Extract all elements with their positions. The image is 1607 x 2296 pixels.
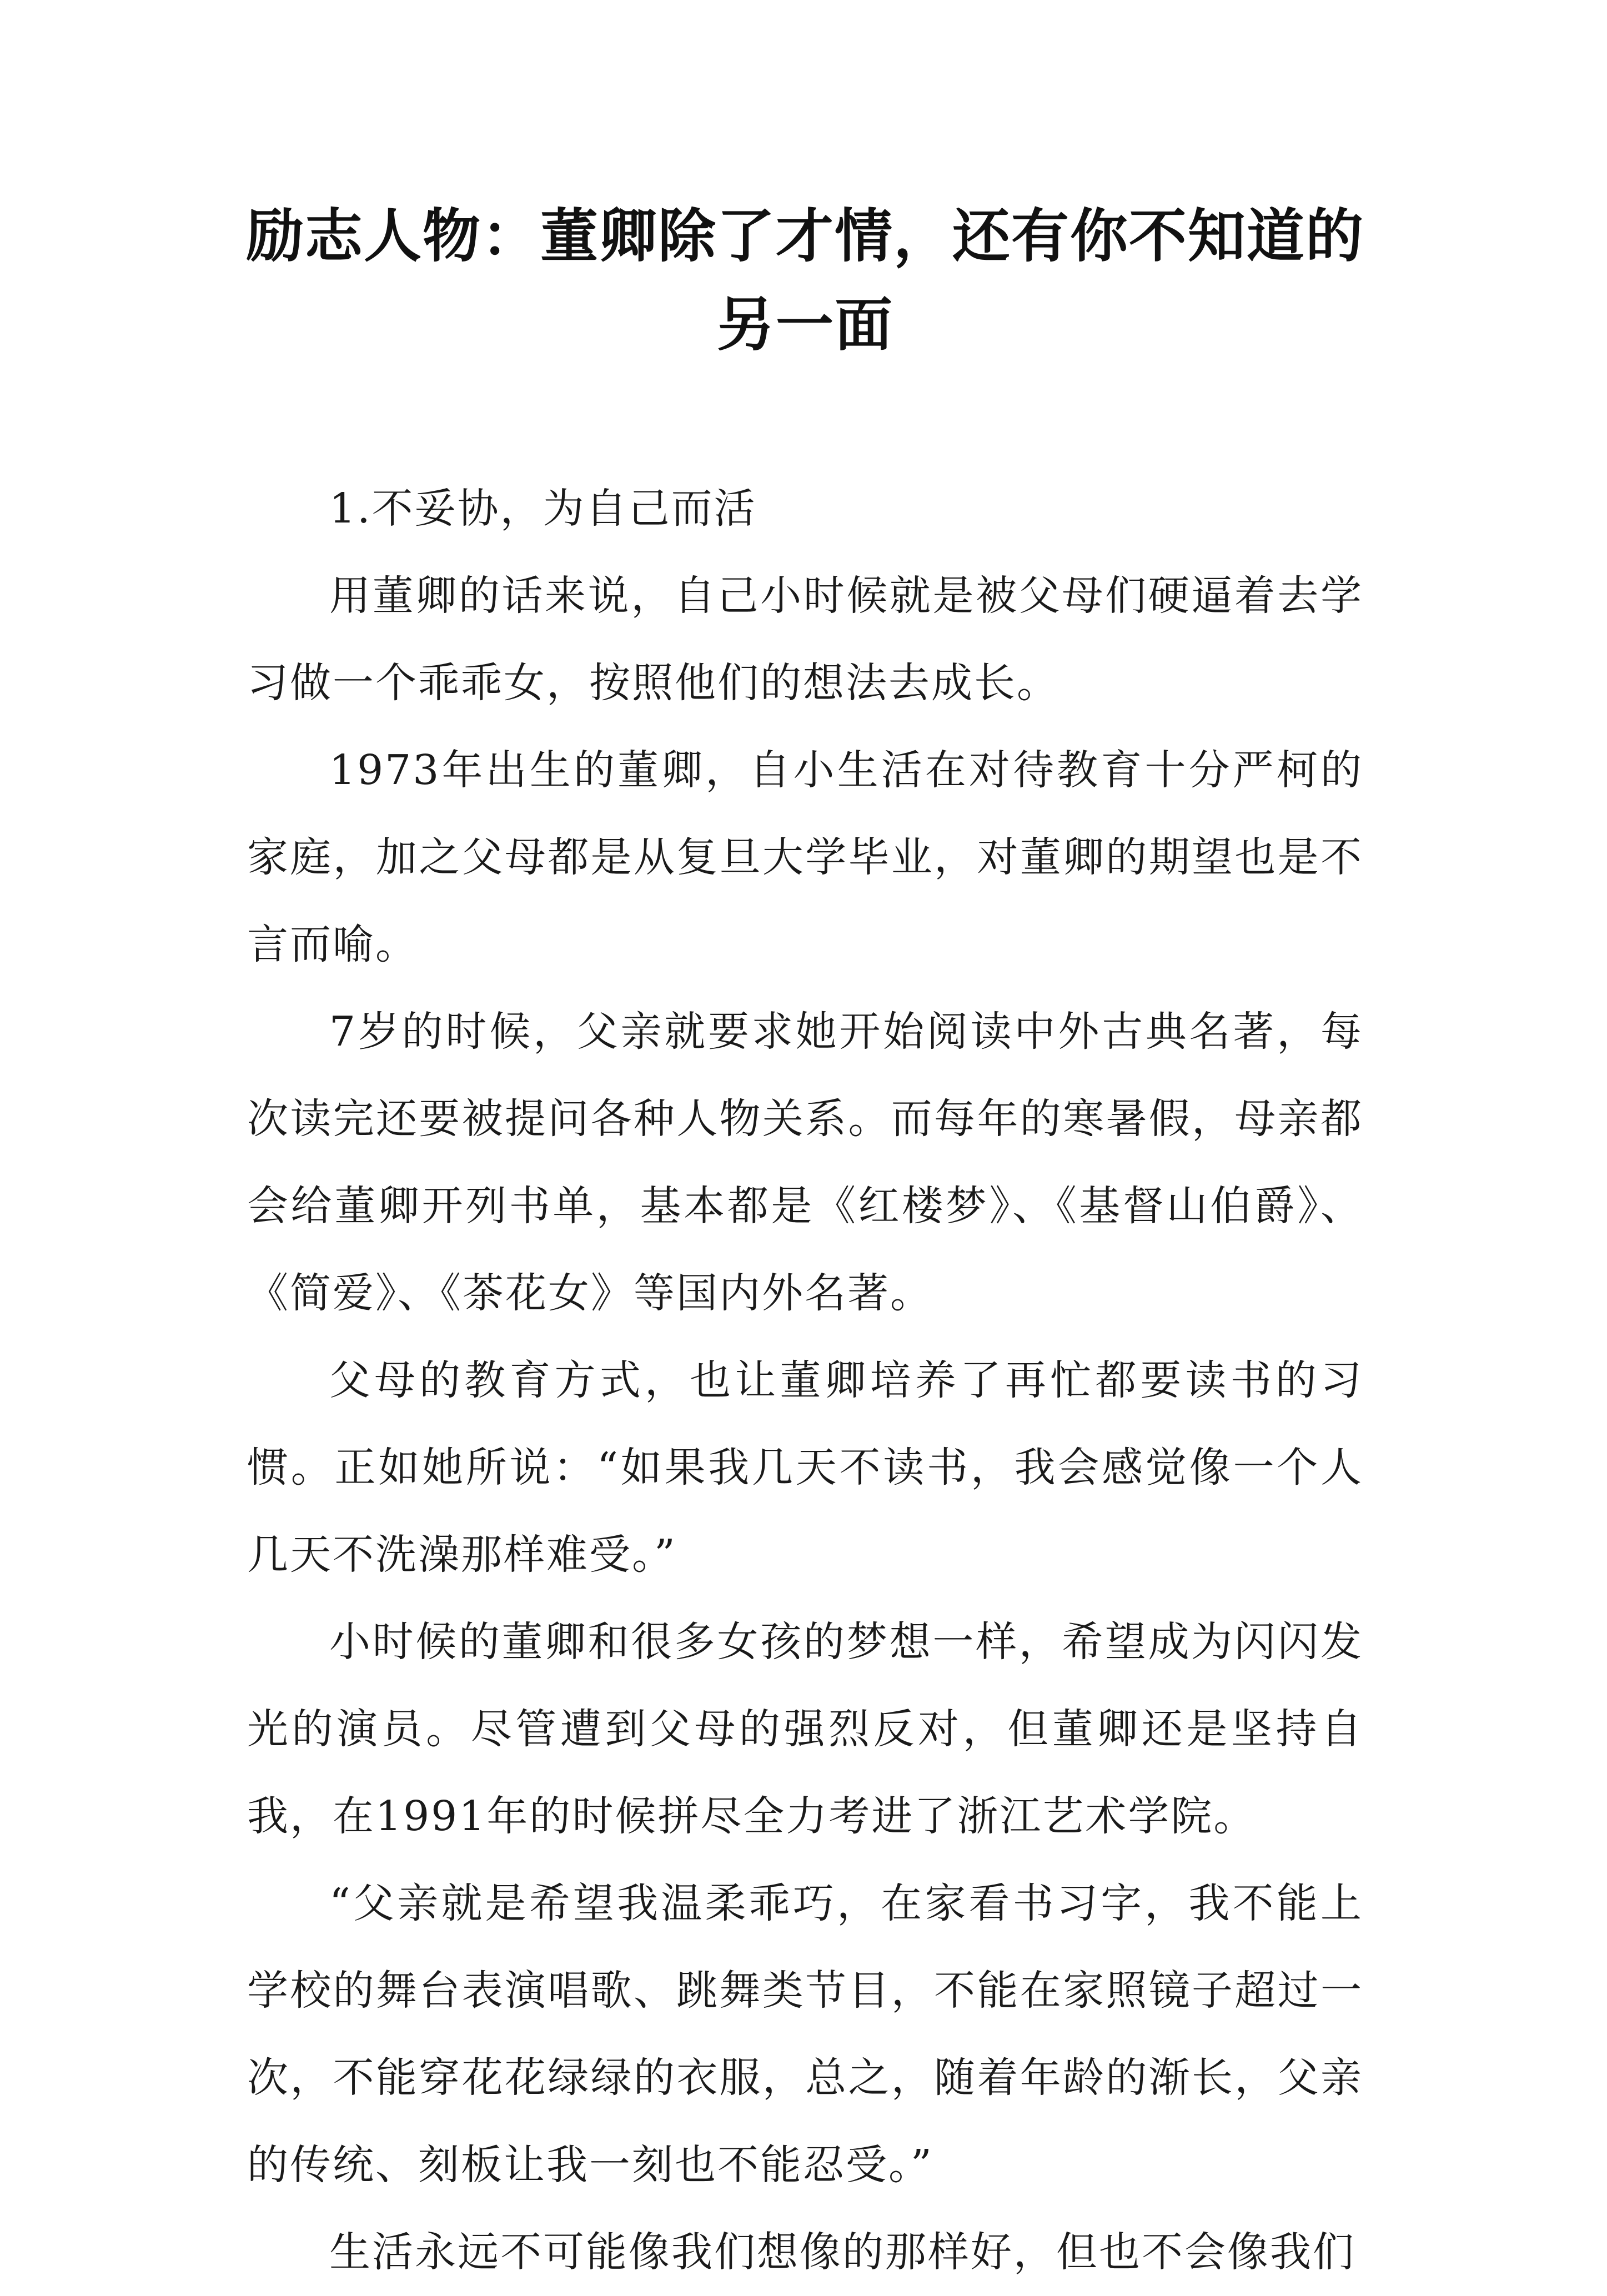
paragraph: 7岁的时候，父亲就要求她开始阅读中外古典名著，每次读完还要被提问各种人物关系。而每年的寒暑假，母亲都会给董卿开列书单，基本都是《红楼梦》、《基督山伯爵》、《简爱》、《茶花女》等国内外名著。 — [247, 1008, 1363, 1317]
section-heading: 1.不妥协，为自己而活 — [329, 485, 757, 532]
paragraph: “父亲就是希望我温柔乖巧，在家看书习字，我不能上学校的舞台表演唱歌、跳舞类节目，不能在家照镜子超过一次，不能穿花花绿绿的衣服，总之，随着年龄的渐长，父亲的传统、刻板让我一刻也不能忍受。” — [247, 1880, 1363, 2189]
paragraph: 生活永远不可能像我们想像的那样好，但也不会像我们 — [329, 2228, 1355, 2276]
paragraph: 1973年出生的董卿，自小生活在对待教育十分严柯的家庭，加之父母都是从复旦大学毕业，对董卿的期望也是不言而喻。 — [247, 746, 1363, 968]
paragraph: 小时候的董卿和很多女孩的梦想一样，希望成为闪闪发光的演员。尽管遭到父母的强烈反对，但董卿还是坚持自我，在1991年的时候拼尽全力考进了浙江艺术学院。 — [247, 1618, 1363, 1840]
document-title: 励志人物：董卿除了才情，还有你不知道的另一面 — [245, 202, 1364, 359]
document-body — [247, 465, 1363, 2296]
paragraph: 父母的教育方式，也让董卿培养了再忙都要读书的习惯。正如她所说：“如果我几天不读书，我会感觉像一个人几天不洗澡那样难受。” — [247, 1357, 1363, 1579]
paragraph: 用董卿的话来说，自己小时候就是被父母们硬逼着去学习做一个乖乖女，按照他们的想法去成长。 — [247, 572, 1363, 707]
